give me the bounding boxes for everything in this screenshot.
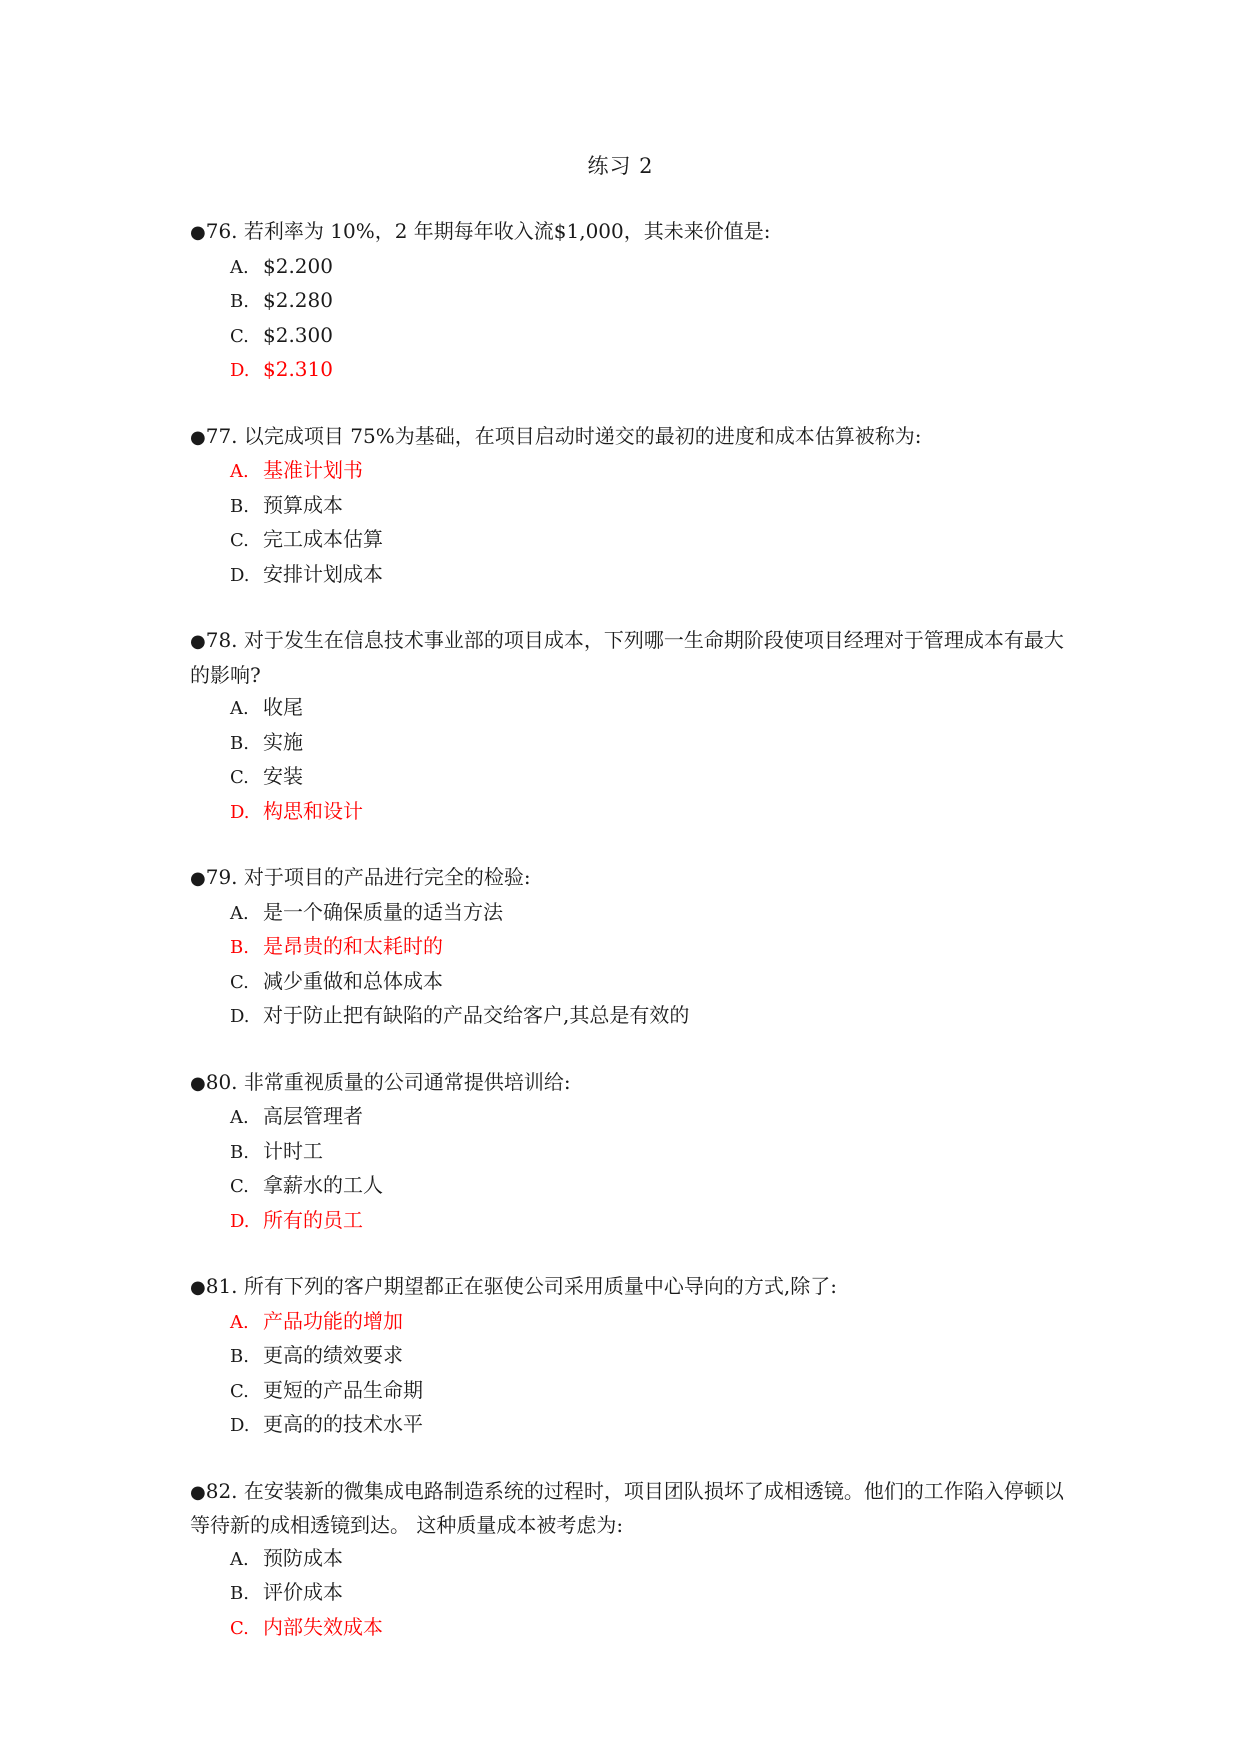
answer-option bbox=[190, 319, 1065, 354]
option-text: $2.200 bbox=[263, 253, 333, 278]
option-letter: D. bbox=[230, 360, 250, 381]
option-letter: B. bbox=[230, 291, 249, 312]
answer-option bbox=[190, 1408, 1065, 1443]
option-letter: A. bbox=[230, 256, 249, 278]
option-letter: A. bbox=[230, 1311, 249, 1333]
option-text: 收尾 bbox=[263, 695, 303, 719]
answer-option bbox=[190, 1339, 1065, 1374]
bullet-icon: ● bbox=[190, 631, 206, 652]
answer-option bbox=[190, 760, 1065, 795]
option-text: 产品功能的增加 bbox=[263, 1308, 403, 1333]
option-text: $2.310 bbox=[263, 357, 333, 381]
answer-option-correct bbox=[190, 930, 1065, 965]
answer-option bbox=[190, 1542, 1065, 1577]
answer-option bbox=[190, 999, 1065, 1034]
option-text: 安装 bbox=[263, 764, 303, 788]
answer-option-correct bbox=[190, 795, 1065, 830]
bullet-icon: ● bbox=[190, 426, 206, 448]
option-letter: B. bbox=[230, 1583, 249, 1604]
answer-option bbox=[190, 965, 1065, 1000]
option-letter: A. bbox=[230, 698, 249, 719]
answer-option bbox=[190, 250, 1065, 285]
option-letter: C. bbox=[230, 1380, 249, 1402]
option-letter: B. bbox=[230, 495, 249, 517]
option-letter: C. bbox=[230, 1176, 249, 1197]
option-text: $2.280 bbox=[263, 288, 333, 312]
option-text: 实施 bbox=[263, 729, 303, 754]
question-item bbox=[190, 624, 1065, 829]
bullet-icon: ● bbox=[190, 1072, 206, 1094]
question-stem bbox=[190, 215, 1065, 250]
option-text: 预防成本 bbox=[263, 1545, 343, 1570]
question-item bbox=[190, 1270, 1065, 1443]
option-text: 安排计划成本 bbox=[263, 561, 383, 586]
answer-option bbox=[190, 896, 1065, 931]
option-letter: D. bbox=[230, 1210, 250, 1232]
option-letter: A. bbox=[230, 902, 249, 924]
option-letter: C. bbox=[230, 971, 249, 993]
option-text: 高层管理者 bbox=[263, 1104, 363, 1128]
question-stem bbox=[190, 420, 1065, 455]
answer-option bbox=[190, 489, 1065, 524]
option-letter: C. bbox=[230, 767, 249, 788]
option-letter: C. bbox=[230, 1617, 249, 1639]
option-text: 是昂贵的和太耗时的 bbox=[263, 934, 443, 958]
question-text: 78. 对于发生在信息技术事业部的项目成本，下列哪一生命期阶段使项目经理对于管理成本有最大的影响? bbox=[190, 628, 1064, 687]
option-text: 是一个确保质量的适当方法 bbox=[263, 899, 503, 924]
option-text: 更短的产品生命期 bbox=[263, 1377, 423, 1402]
option-text: 拿薪水的工人 bbox=[263, 1173, 383, 1197]
option-letter: B. bbox=[230, 1346, 249, 1367]
answer-option bbox=[190, 1100, 1065, 1135]
question-stem bbox=[190, 624, 1065, 691]
option-text: 更高的绩效要求 bbox=[263, 1343, 403, 1367]
answer-option bbox=[190, 691, 1065, 726]
option-text: 内部失效成本 bbox=[263, 1614, 383, 1639]
answer-option bbox=[190, 1135, 1065, 1170]
option-letter: B. bbox=[230, 937, 249, 958]
question-stem bbox=[190, 1475, 1065, 1542]
question-item bbox=[190, 861, 1065, 1034]
page-title: 练习 2 bbox=[587, 154, 654, 178]
question-item bbox=[190, 1475, 1065, 1646]
option-letter: D. bbox=[230, 1415, 250, 1436]
question-text: 80. 非常重视质量的公司通常提供培训给: bbox=[205, 1069, 571, 1094]
option-letter: B. bbox=[230, 732, 249, 754]
option-letter: A. bbox=[230, 1548, 249, 1570]
option-text: 对于防止把有缺陷的产品交给客户,其总是有效的 bbox=[263, 1003, 690, 1027]
question-item bbox=[190, 215, 1065, 388]
question-stem bbox=[190, 861, 1065, 896]
bullet-icon: ● bbox=[190, 222, 206, 243]
option-text: 预算成本 bbox=[263, 492, 343, 517]
question-text: 82. 在安装新的微集成电路制造系统的过程时，项目团队损坏了成相透镜。他们的工作陷入停顿以等待新的成相透镜到达。 这种质量成本被考虑为: bbox=[190, 1478, 1064, 1537]
question-text: 77. 以完成项目 75%为基础，在项目启动时递交的最初的进度和成本估算被称为: bbox=[205, 423, 922, 448]
question-stem bbox=[190, 1066, 1065, 1101]
option-text: 所有的员工 bbox=[263, 1207, 363, 1232]
answer-option-correct bbox=[190, 1204, 1065, 1239]
bullet-icon: ● bbox=[190, 868, 206, 889]
question-list bbox=[190, 215, 1065, 1677]
answer-option bbox=[190, 726, 1065, 761]
option-text: 减少重做和总体成本 bbox=[263, 968, 443, 993]
question-item bbox=[190, 1066, 1065, 1239]
option-letter: A. bbox=[230, 1107, 249, 1128]
answer-option bbox=[190, 558, 1065, 593]
answer-option bbox=[190, 523, 1065, 558]
answer-option bbox=[190, 1374, 1065, 1409]
answer-option-correct bbox=[190, 454, 1065, 489]
question-text: 76. 若利率为 10%，2 年期每年收入流$1,000，其未来价值是: bbox=[205, 219, 771, 243]
answer-option bbox=[190, 284, 1065, 319]
option-letter: D. bbox=[230, 1006, 250, 1027]
option-text: 更高的的技术水平 bbox=[263, 1412, 423, 1436]
bullet-icon: ● bbox=[190, 1277, 206, 1298]
question-stem bbox=[190, 1270, 1065, 1305]
question-text: 81. 所有下列的客户期望都正在驱使公司采用质量中心导向的方式,除了: bbox=[205, 1274, 837, 1298]
answer-option bbox=[190, 1169, 1065, 1204]
option-text: $2.300 bbox=[263, 322, 333, 347]
option-text: 构思和设计 bbox=[263, 798, 363, 823]
answer-option-correct bbox=[190, 1611, 1065, 1646]
answer-option bbox=[190, 1576, 1065, 1611]
option-letter: D. bbox=[230, 801, 250, 823]
option-letter: C. bbox=[230, 530, 249, 551]
option-letter: B. bbox=[230, 1141, 249, 1163]
answer-option-correct bbox=[190, 353, 1065, 388]
option-letter: A. bbox=[230, 461, 249, 482]
option-text: 计时工 bbox=[263, 1138, 323, 1163]
option-letter: D. bbox=[230, 564, 250, 586]
option-text: 完工成本估算 bbox=[263, 527, 383, 551]
question-item bbox=[190, 420, 1065, 593]
option-text: 评价成本 bbox=[263, 1580, 343, 1604]
option-text: 基准计划书 bbox=[263, 458, 363, 482]
answer-option-correct bbox=[190, 1305, 1065, 1340]
bullet-icon: ● bbox=[190, 1481, 206, 1503]
question-text: 79. 对于项目的产品进行完全的检验: bbox=[205, 865, 531, 889]
option-letter: C. bbox=[230, 325, 249, 347]
